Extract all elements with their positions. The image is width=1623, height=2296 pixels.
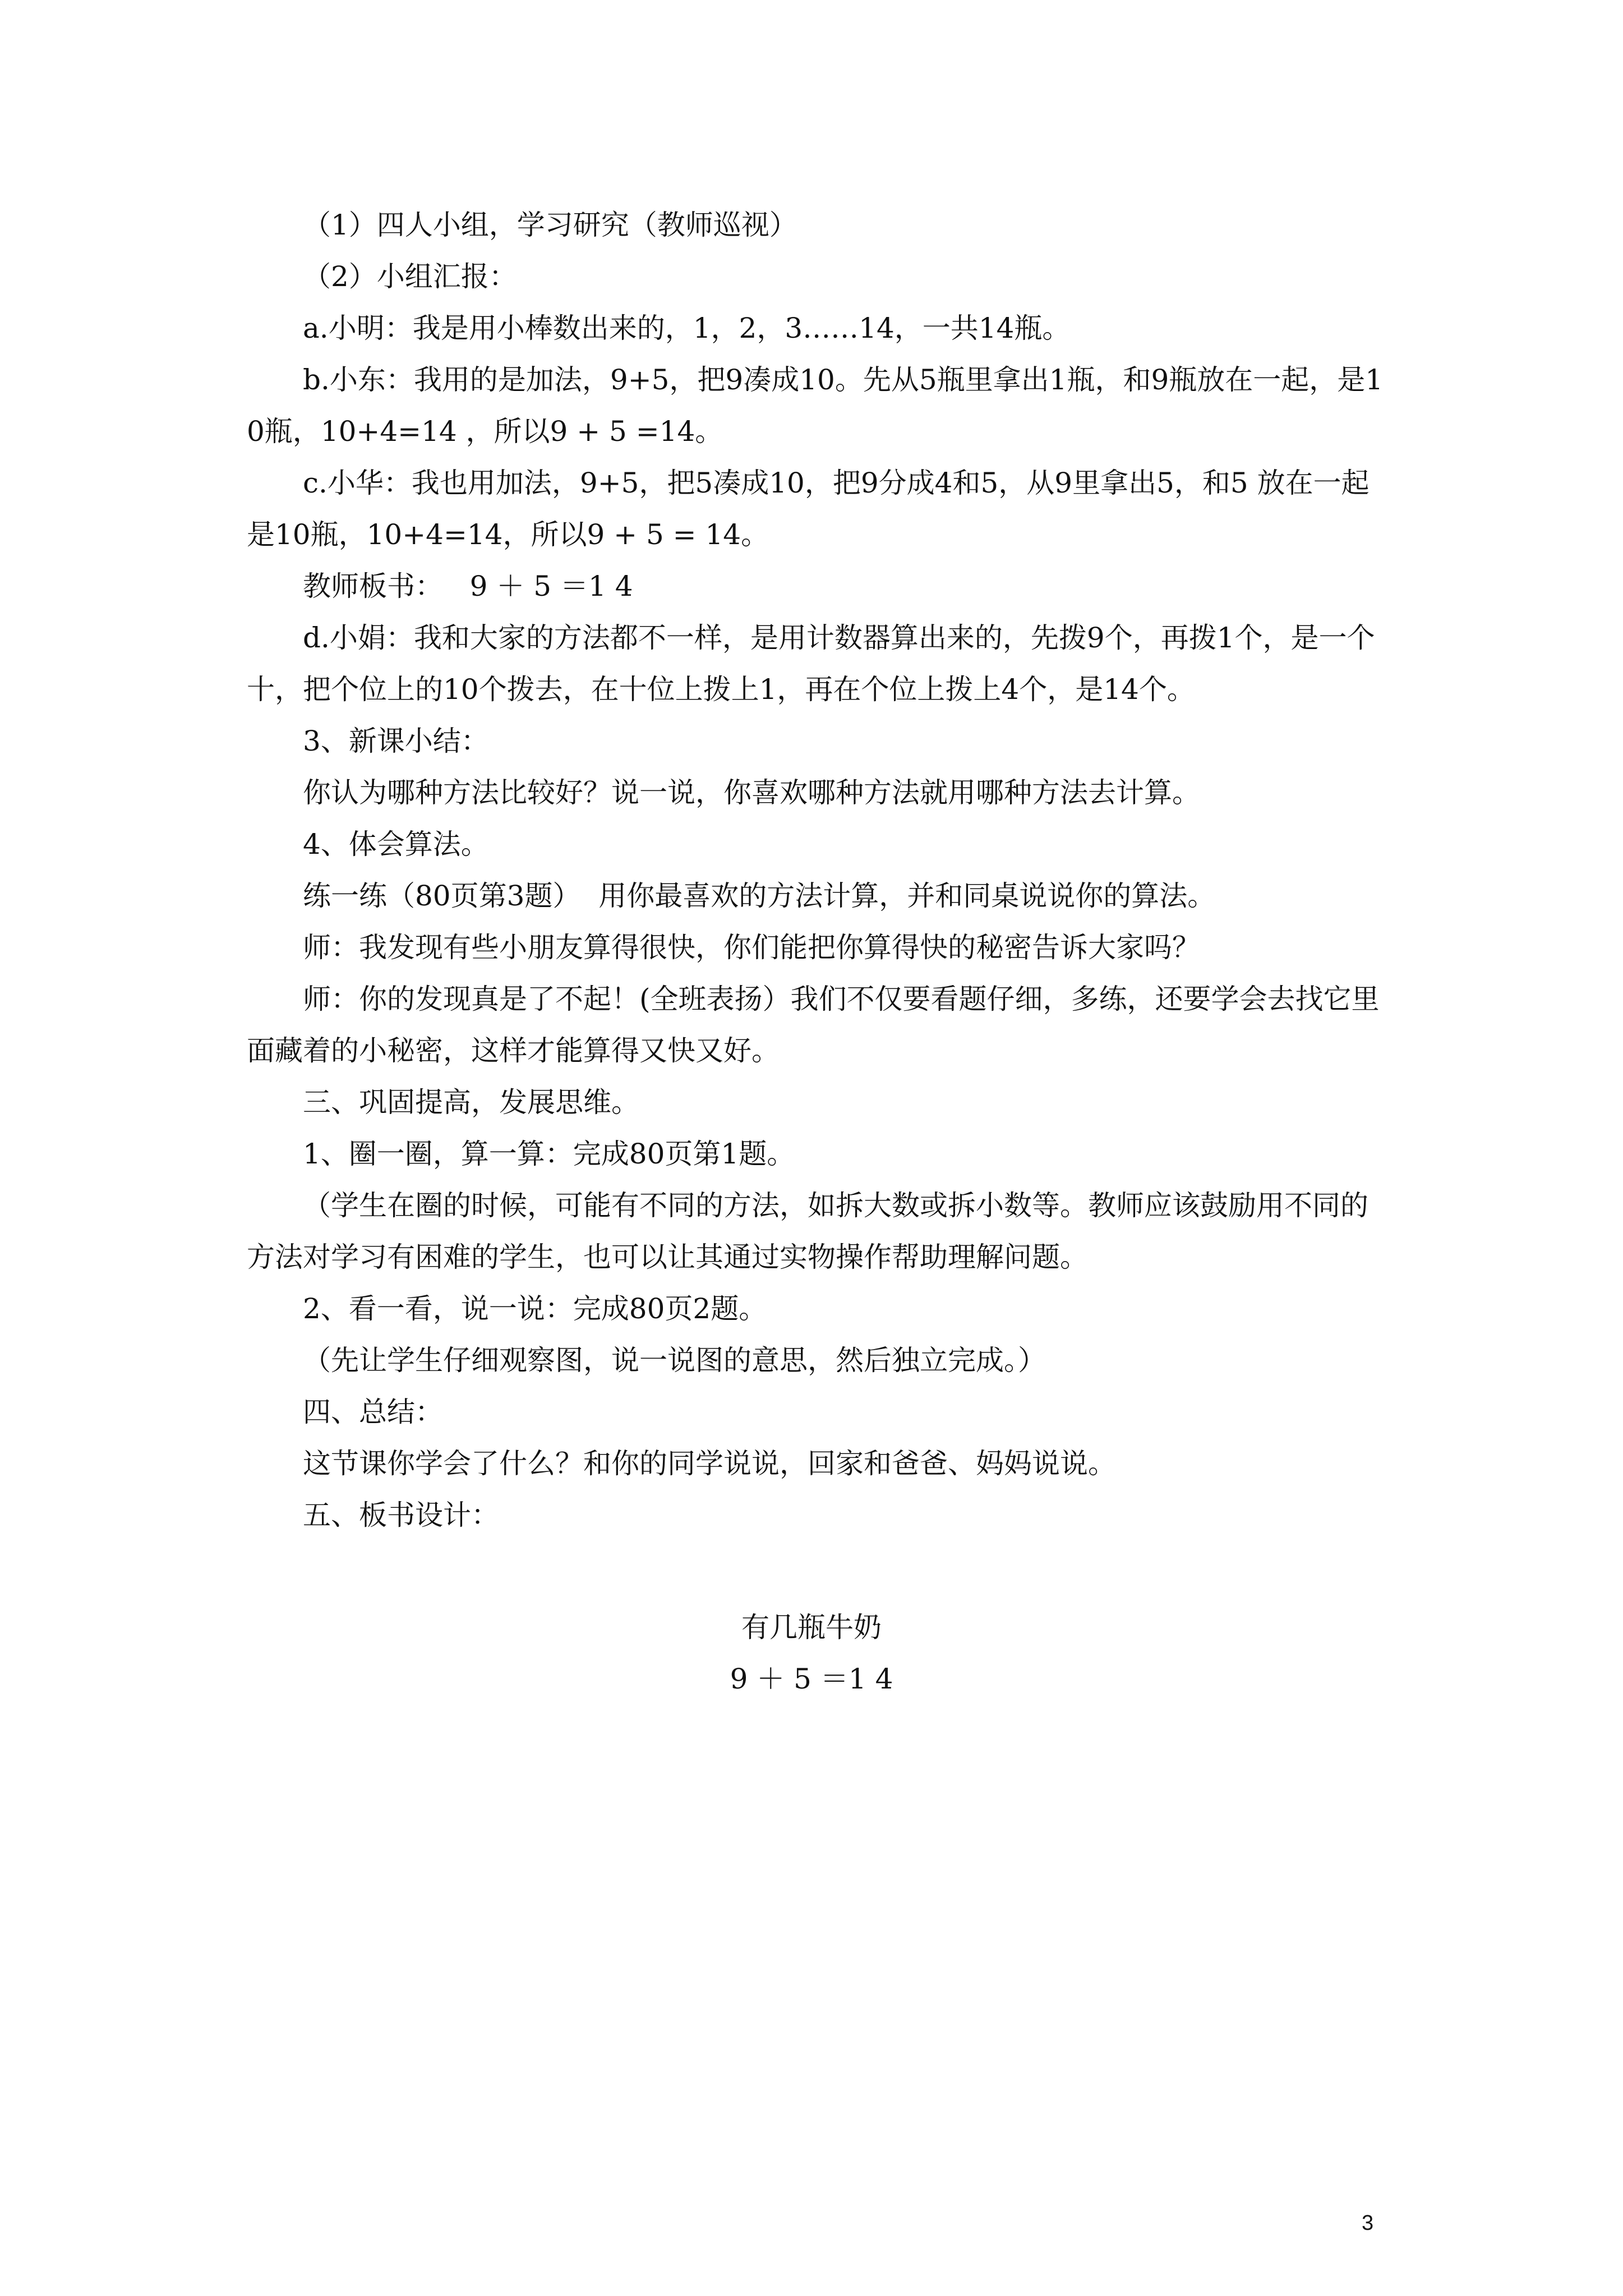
paragraph: （1）四人小组，学习研究（教师巡视） [303,209,797,241]
board-design [0,1602,1623,1705]
paragraph: 你认为哪种方法比较好？说一说，你喜欢哪种方法就用哪种方法去计算。 [303,776,1200,809]
paragraph: 练一练（80页第3题） 用你最喜欢的方法计算，并和同桌说说你的算法。 [303,880,1216,912]
section-heading: 3、新课小结： [303,725,489,757]
section-heading: 五、板书设计： [303,1499,499,1531]
section-heading: 4、体会算法。 [303,828,489,861]
paragraph: （先让学生仔细观察图，说一说图的意思，然后独立完成。） [303,1344,1046,1377]
board-design-title: 有几瓶牛奶 [741,1611,882,1644]
paragraph: 师：我发现有些小朋友算得很快，你们能把你算得快的秘密告诉大家吗？ [303,931,1200,964]
paragraph: 1、圈一圈，算一算：完成80页第1题。 [303,1138,795,1170]
paragraph: a.小明：我是用小棒数出来的，1，2，3……14，一共14瓶。 [303,312,1071,344]
teacher-board-line: 教师板书： 9 ＋ 5 ＝1 4 [303,570,633,602]
section-heading: 三、巩固提高，发展思维。 [303,1086,639,1119]
board-design-equation: 9 ＋ 5 ＝1 4 [730,1663,893,1695]
paragraph: c.小华：我也用加法，9+5，把5凑成10，把9分成4和5，从9里拿出5，和5 放在一起是10瓶，10+4=14，所以9 + 5 = 14。 [247,467,1370,551]
paragraph: 师：你的发现真是了不起！(全班表扬）我们不仅要看题仔细，多练，还要学会去找它里面藏着的小秘密，这样才能算得又快又好。 [247,983,1380,1067]
paragraph: 2、看一看，说一说：完成80页2题。 [303,1292,767,1325]
paragraph: （2）小组汇报： [303,260,517,293]
section-heading: 四、总结： [303,1396,443,1428]
page-number: 3 [1362,2211,1374,2235]
paragraph: d.小娟：我和大家的方法都不一样，是用计数器算出来的，先拨9个，再拨1个，是一个十，把个位上的10个拨去，在十位上拨上1，再在个位上拨上4个，是14个。 [247,622,1375,706]
paragraph: （学生在圈的时候，可能有不同的方法，如拆大数或拆小数等。教师应该鼓励用不同的方法对学习有困难的学生，也可以让其通过实物操作帮助理解问题。 [247,1189,1368,1273]
paragraph: b.小东：我用的是加法，9+5，把9凑成10。先从5瓶里拿出1瓶，和9瓶放在一起，是10瓶，10+4=14 ，所以9 + 5 =14。 [247,364,1384,448]
paragraph: 这节课你学会了什么？和你的同学说说，回家和爸爸、妈妈说说。 [303,1447,1116,1480]
document-body [247,199,1391,1541]
